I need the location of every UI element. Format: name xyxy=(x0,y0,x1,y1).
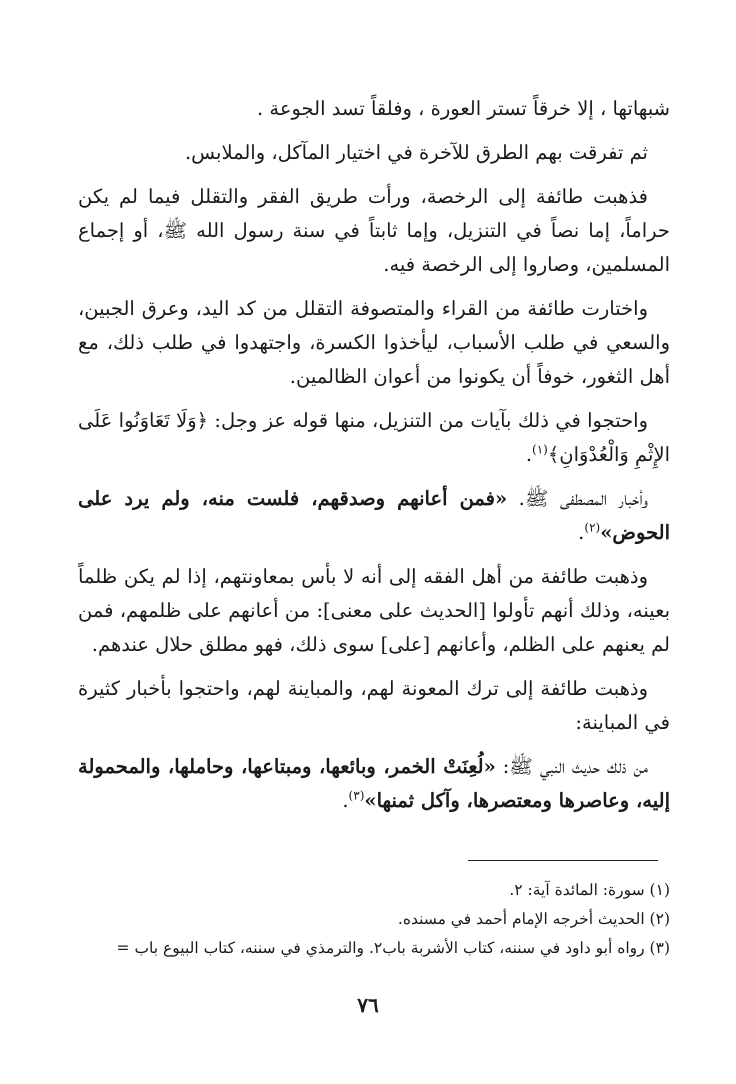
paragraph xyxy=(78,672,670,740)
footnote-reference: (٣) xyxy=(348,788,365,803)
main-text xyxy=(78,92,670,828)
paragraph-text: واختارت طائفة من القراء والمتصوفة التقلل من كد اليد، وعرق الجبين، والسعي في طلب الأسباب، ليأخذوا الكسرة، واجتهدوا في طلب ذلك، مع أهل الثغور، خوفاً أن يكونوا من أعوان الظالمين. xyxy=(78,297,670,388)
paragraph xyxy=(78,180,670,282)
paragraph xyxy=(78,560,670,662)
footnote-3: (٣) رواه أبو داود في سننه، كتاب الأشربة باب٢. والترمذي في سننه، كتاب البيوع باب = xyxy=(116,939,670,957)
quoted-hadith-text: «فمن أعانهم وصدقهم، فلست منه، ولم يرد على الحوض» xyxy=(78,487,670,544)
paragraph-text: . xyxy=(578,521,585,544)
footnote-2: (٢) الحديث أخرجه الإمام أحمد في مسنده. xyxy=(397,910,670,928)
paragraph-text: وأخبار المصطفى ﷺ. xyxy=(507,487,649,510)
paragraph-text: وذهبت طائفة إلى ترك المعونة لهم، والمباينة لهم، واحتجوا بأخبار كثيرة في المباينة: xyxy=(78,677,670,734)
paragraph xyxy=(78,482,670,550)
footnote-reference: (٢) xyxy=(584,520,601,535)
footnotes xyxy=(78,876,670,963)
paragraph-text: شبهاتها ، إلا خرقاً تستر العورة ، وفلقاً تسد الجوعة . xyxy=(256,97,670,120)
quoted-hadith-text: «لُعِنَتْ الخمر، وبائعها، ومبتاعها، وحاملها، والمحمولة إليه، وعاصرها ومعتصرها، وآكل ثمنها» xyxy=(78,755,670,812)
paragraph-text: من ذلك حديث النبي ﷺ: xyxy=(495,755,648,778)
paragraph xyxy=(78,92,670,126)
paragraph-text: ثم تفرقت بهم الطرق للآخرة في اختيار المآكل، والملابس. xyxy=(184,141,648,164)
footnote-1: (١) سورة: المائدة آية: ٢. xyxy=(509,881,670,899)
footnote-reference: (١) xyxy=(532,442,548,457)
paragraph xyxy=(78,292,670,394)
paragraph xyxy=(78,136,670,170)
paragraph xyxy=(78,404,670,472)
paragraph xyxy=(78,750,670,818)
paragraph-text: وذهبت طائفة من أهل الفقه إلى أنه لا بأس بمعاونتهم، إذا لم يكن ظلماً بعينه، وذلك أنهم تأولوا [الحديث على معنى]: من أعانهم على ظلمهم، فمن لم يعنهم على الظلم، وأعانهم [على] سوى ذلك، فهو مطلق حلال عندهم. xyxy=(78,565,670,656)
page-number: ٧٦ xyxy=(357,993,379,1017)
paragraph-text: . xyxy=(342,789,349,812)
paragraph-text: واحتجوا في ذلك بآيات من التنزيل، منها قوله عز وجل: ﴿وَلَا تَعَاوَنُوا عَلَى الإِثْمِ وَالْعُدْوَانِ﴾ xyxy=(78,409,670,466)
paragraph-text: . xyxy=(525,443,533,466)
footnote-divider xyxy=(468,860,658,861)
paragraph-text: فذهبت طائفة إلى الرخصة، ورأت طريق الفقر والتقلل فيما لم يكن حراماً، إما نصاً في التنزيل، وإما ثابتاً في سنة رسول الله ﷺ، أو إجماع المسلمين، وصاروا إلى الرخصة فيه. xyxy=(78,185,670,276)
